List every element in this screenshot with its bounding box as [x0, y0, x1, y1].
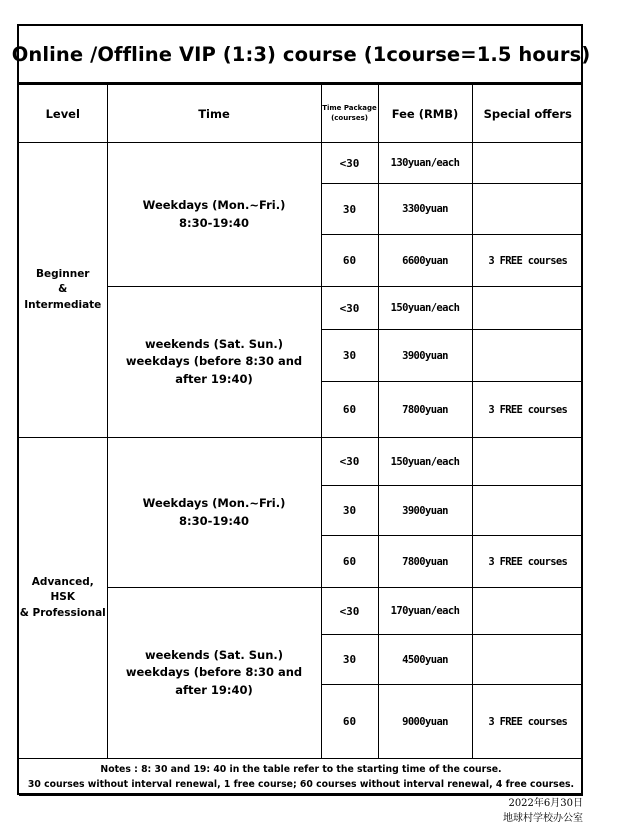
- time-line2: weekdays (before 8:30 and: [125, 665, 303, 680]
- time-line2: 8:30-19:40: [179, 215, 249, 230]
- notes-line2: 30 courses without interval renewal, 1 free course; 60 courses without interval renewal, 4 free courses.: [27, 779, 575, 790]
- offer-cell: 3 FREE courses: [472, 536, 583, 588]
- time-line3: after 19:40): [175, 371, 253, 386]
- offer-cell: 3 FREE courses: [472, 685, 583, 759]
- package-cell: 30: [321, 330, 378, 382]
- level-line1: Beginner: [36, 268, 90, 281]
- footer-office: 地球村学校办公室: [503, 813, 583, 824]
- price-grid: [19, 84, 583, 796]
- time-cell: [107, 588, 321, 759]
- fee-cell: 9000yuan: [378, 685, 472, 759]
- fee-cell: 130yuan/each: [378, 143, 472, 184]
- time-line3: after 19:40): [175, 682, 253, 697]
- table-title: Online /Offline VIP (1:3) course (1course=1.5 hours): [19, 26, 583, 84]
- header-level: Level: [19, 85, 107, 143]
- notes-line1: Notes : 8: 30 and 19: 40 in the table refer to the starting time of the course.: [100, 763, 502, 775]
- footer-signature: [503, 796, 583, 826]
- package-cell: <30: [321, 143, 378, 184]
- header-offers: Special offers: [472, 85, 583, 143]
- table-row: [19, 143, 583, 184]
- fee-cell: 150yuan/each: [378, 438, 472, 486]
- header-time: Time: [107, 85, 321, 143]
- time-cell: [107, 438, 321, 588]
- level-line2: & Intermediate: [24, 283, 102, 311]
- package-cell: 30: [321, 635, 378, 685]
- offer-cell: 3 FREE courses: [472, 235, 583, 287]
- level-line1: Advanced, HSK: [31, 576, 94, 604]
- offer-cell: [472, 588, 583, 635]
- fee-cell: 170yuan/each: [378, 588, 472, 635]
- table-row: [19, 438, 583, 486]
- price-table: [11, 24, 591, 795]
- package-cell: <30: [321, 588, 378, 635]
- time-line1: weekends (Sat. Sun.): [144, 648, 284, 663]
- offer-cell: [472, 330, 583, 382]
- time-line1: Weekdays (Mon.~Fri.): [142, 496, 286, 511]
- level-cell: [19, 143, 107, 438]
- header-package-line1: Time Package: [322, 104, 377, 113]
- package-cell: 30: [321, 486, 378, 536]
- time-line1: weekends (Sat. Sun.): [144, 337, 284, 352]
- fee-cell: 4500yuan: [378, 635, 472, 685]
- offer-cell: [472, 143, 583, 184]
- offer-cell: [472, 438, 583, 486]
- level-line2: & Professional: [19, 606, 106, 619]
- time-line1: Weekdays (Mon.~Fri.): [142, 198, 286, 213]
- package-cell: 30: [321, 184, 378, 235]
- header-package: [321, 85, 378, 143]
- offer-cell: 3 FREE courses: [472, 382, 583, 438]
- package-cell: 60: [321, 382, 378, 438]
- level-cell: [19, 438, 107, 759]
- time-cell: [107, 287, 321, 438]
- header-package-line2: (courses): [331, 113, 368, 122]
- fee-cell: 3900yuan: [378, 330, 472, 382]
- package-cell: 60: [321, 685, 378, 759]
- notes-cell: [19, 759, 583, 796]
- package-cell: <30: [321, 438, 378, 486]
- notes-row: [19, 759, 583, 796]
- offer-cell: [472, 486, 583, 536]
- package-cell: <30: [321, 287, 378, 330]
- offer-cell: [472, 287, 583, 330]
- header-fee: Fee (RMB): [378, 85, 472, 143]
- offer-cell: [472, 184, 583, 235]
- time-line2: 8:30-19:40: [179, 513, 249, 528]
- time-cell: [107, 143, 321, 287]
- fee-cell: 7800yuan: [378, 382, 472, 438]
- fee-cell: 6600yuan: [378, 235, 472, 287]
- offer-cell: [472, 635, 583, 685]
- fee-cell: 3300yuan: [378, 184, 472, 235]
- fee-cell: 3900yuan: [378, 486, 472, 536]
- time-line2: weekdays (before 8:30 and: [125, 354, 303, 369]
- package-cell: 60: [321, 235, 378, 287]
- package-cell: 60: [321, 536, 378, 588]
- footer-date: 2022年6月30日: [508, 798, 583, 809]
- header-row: [19, 85, 583, 143]
- fee-cell: 150yuan/each: [378, 287, 472, 330]
- fee-cell: 7800yuan: [378, 536, 472, 588]
